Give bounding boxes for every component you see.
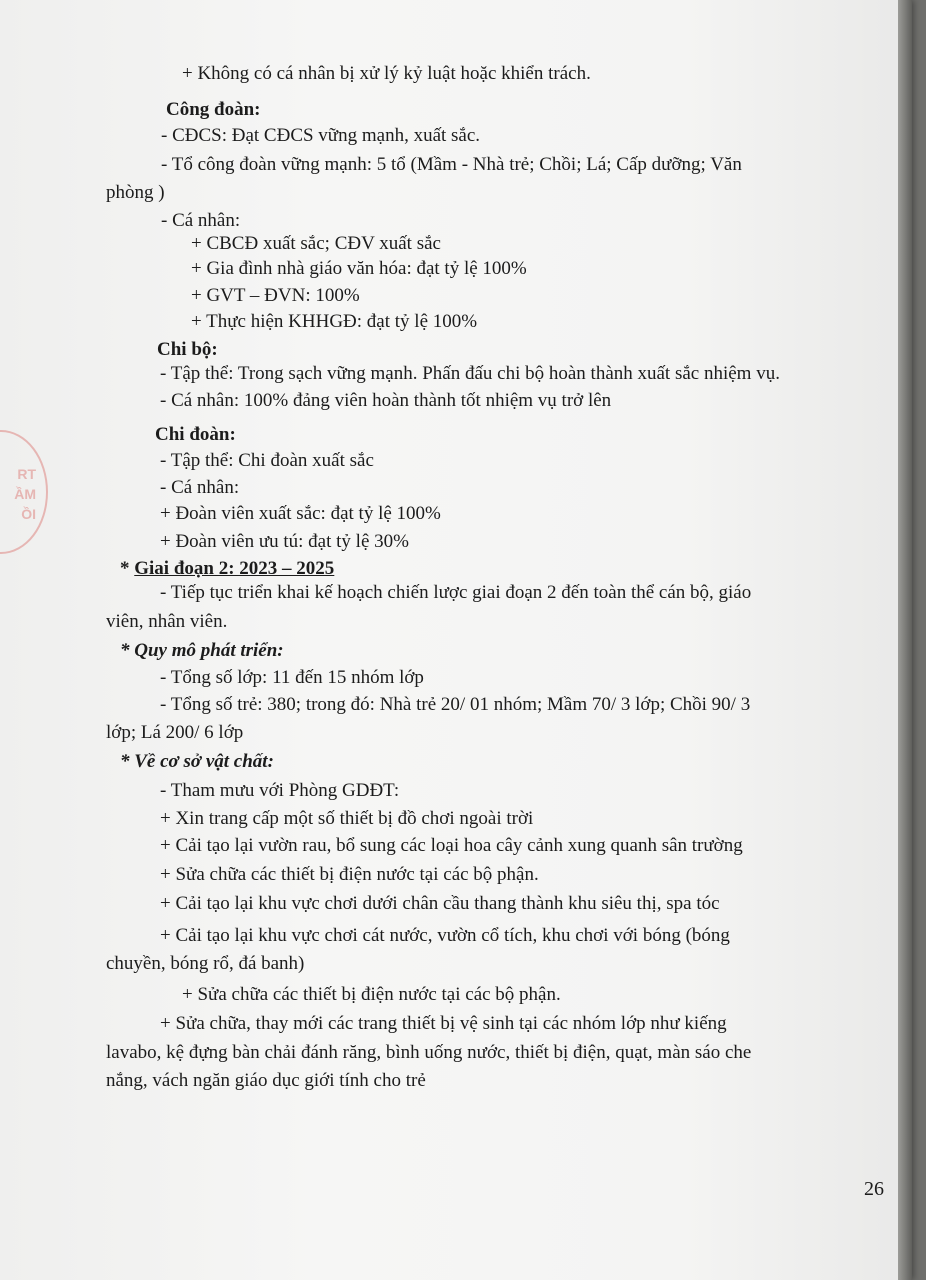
text-line: - CĐCS: Đạt CĐCS vững mạnh, xuất sắc.: [161, 125, 481, 146]
text-line: viên, nhân viên.: [106, 611, 228, 632]
text-line: + Không có cá nhân bị xử lý kỷ luật hoặc khiển trách.: [182, 63, 591, 84]
heading-cong-doan: Công đoàn:: [166, 99, 261, 120]
text-line: nắng, vách ngăn giáo dục giới tính cho trẻ: [106, 1070, 426, 1091]
stamp-text: ẦM: [14, 486, 36, 502]
heading-quy-mo: * Quy mô phát triển:: [120, 640, 284, 661]
text-line: lớp; Lá 200/ 6 lớp: [106, 722, 244, 743]
text-line: + GVT – ĐVN: 100%: [191, 285, 360, 306]
text-line: phòng ): [106, 182, 165, 203]
text-line: - Cá nhân:: [160, 477, 240, 498]
page-number: 26: [864, 1178, 884, 1200]
text-line: - Tiếp tục triển khai kế hoạch chiến lược giai đoạn 2 đến toàn thể cán bộ, giáo: [160, 582, 752, 603]
text-line: - Tổng số trẻ: 380; trong đó: Nhà trẻ 20/ 01 nhóm; Mầm 70/ 3 lớp; Chồi 90/ 3: [160, 694, 751, 715]
text-line: + Cải tạo lại vườn rau, bổ sung các loại hoa cây cảnh xung quanh sân trường: [160, 835, 743, 856]
text-line: + CBCĐ xuất sắc; CĐV xuất sắc: [191, 233, 441, 254]
text-line: - Cá nhân:: [161, 210, 241, 231]
heading-chi-doan: Chi đoàn:: [155, 424, 236, 445]
text-line: + Cải tạo lại khu vực chơi cát nước, vườn cổ tích, khu chơi với bóng (bóng: [160, 925, 730, 946]
text-line: + Đoàn viên xuất sắc: đạt tỷ lệ 100%: [160, 503, 441, 524]
text-line: + Cải tạo lại khu vực chơi dưới chân cầu thang thành khu siêu thị, spa tóc: [160, 893, 720, 914]
text-line: - Tập thể: Chi đoàn xuất sắc: [160, 450, 374, 471]
heading-co-so-vat-chat: * Về cơ sở vật chất:: [120, 751, 274, 772]
text-line: - Tổng số lớp: 11 đến 15 nhóm lớp: [160, 667, 424, 688]
text-line: - Tập thể: Trong sạch vững mạnh. Phấn đấu chi bộ hoàn thành xuất sắc nhiệm vụ.: [160, 363, 780, 384]
heading-chi-bo: Chi bộ:: [157, 339, 218, 360]
stamp-text: RT: [17, 466, 36, 482]
text-line: + Xin trang cấp một số thiết bị đồ chơi ngoài trời: [160, 808, 534, 829]
text-line: - Cá nhân: 100% đảng viên hoàn thành tốt nhiệm vụ trở lên: [160, 390, 612, 411]
text-line: chuyền, bóng rổ, đá banh): [106, 953, 305, 974]
text-line: + Sửa chữa các thiết bị điện nước tại các bộ phận.: [160, 864, 539, 885]
text-line: + Sửa chữa, thay mới các trang thiết bị vệ sinh tại các nhóm lớp như kiếng: [160, 1013, 727, 1034]
text-line: - Tham mưu với Phòng GDĐT:: [160, 780, 400, 801]
page-edge-shadow: [898, 0, 912, 1280]
text-line: lavabo, kệ đựng bàn chải đánh răng, bình uống nước, thiết bị điện, quạt, màn sáo che: [106, 1042, 752, 1063]
heading-giai-doan-2: [120, 557, 334, 581]
stamp-text: ỒI: [21, 506, 36, 522]
text-line: + Thực hiện KHHGĐ: đạt tỷ lệ 100%: [191, 311, 478, 332]
text-line: - Tổ công đoàn vững mạnh: 5 tổ (Mầm - Nhà trẻ; Chồi; Lá; Cấp dưỡng; Văn: [161, 154, 742, 175]
text-line: + Sửa chữa các thiết bị điện nước tại các bộ phận.: [182, 984, 561, 1005]
text-line: + Đoàn viên ưu tú: đạt tỷ lệ 30%: [160, 531, 409, 552]
heading-prefix: *: [120, 558, 135, 579]
heading-text: Giai đoạn 2: 2023 – 2025: [134, 558, 335, 579]
text-line: + Gia đình nhà giáo văn hóa: đạt tỷ lệ 100%: [191, 258, 527, 279]
